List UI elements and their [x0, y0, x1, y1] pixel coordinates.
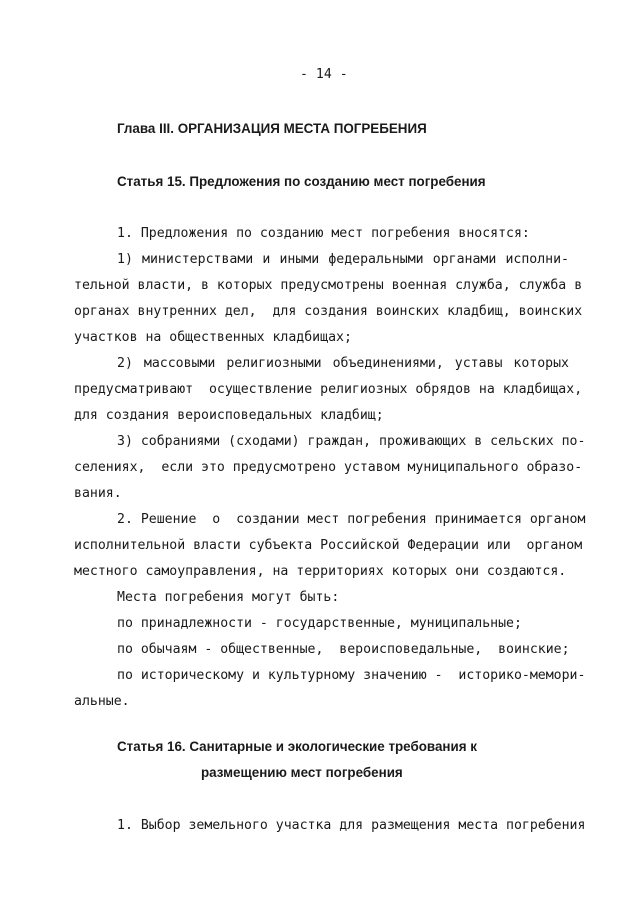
- paragraph-line: предусматривают осуществление религиозных обрядов на кладбищах,: [74, 382, 583, 397]
- paragraph-line: для создания вероисповедальных кладбищ;: [74, 408, 384, 423]
- paragraph-line: тельной власти, в которых предусмотрены военная служба, служба в: [74, 278, 583, 293]
- article-16-heading: Статья 16. Санитарные и экологические требования к: [117, 739, 477, 754]
- paragraph-line: органах внутренних дел, для создания воинских кладбищ, воинских: [74, 304, 583, 319]
- paragraph-line: вания.: [74, 486, 122, 501]
- paragraph-line: по принадлежности - государственные, муниципальные;: [117, 616, 522, 631]
- article-16-heading-continuation: размещению мест погребения: [201, 765, 403, 780]
- paragraph-line: альные.: [74, 694, 130, 709]
- paragraph-line: 2) массовыми религиозными объединениями, уставы которых: [117, 356, 569, 371]
- paragraph-line: исполнительной власти субъекта Российской Федерации или органом: [74, 538, 583, 553]
- paragraph-line: 1. Выбор земельного участка для размещения места погребения: [117, 818, 586, 833]
- paragraph-line: 1) министерствами и иными федеральными органами исполни-: [117, 252, 569, 267]
- paragraph-line: 2. Решение о создании мест погребения принимается органом: [117, 512, 586, 527]
- paragraph-line: по историческому и культурному значению - историко-мемори-: [117, 668, 586, 683]
- paragraph-line: 3) собраниями (сходами) граждан, проживающих в сельских по-: [117, 434, 586, 449]
- chapter-heading: Глава III. ОРГАНИЗАЦИЯ МЕСТА ПОГРЕБЕНИЯ: [117, 121, 427, 136]
- page-number: - 14 -: [300, 67, 348, 82]
- article-15-heading: Статья 15. Предложения по созданию мест погребения: [117, 174, 486, 189]
- paragraph-line: Места погребения могут быть:: [117, 590, 340, 605]
- paragraph-line: 1. Предложения по созданию мест погребения вносятся:: [117, 226, 530, 241]
- paragraph-line: по обычаям - общественные, вероисповедальные, воинские;: [117, 642, 570, 657]
- paragraph-line: участков на общественных кладбищах;: [74, 330, 352, 345]
- paragraph-line: селениях, если это предусмотрено уставом муниципального образо-: [74, 460, 583, 475]
- paragraph-line: местного самоуправления, на территориях которых они создаются.: [74, 564, 567, 579]
